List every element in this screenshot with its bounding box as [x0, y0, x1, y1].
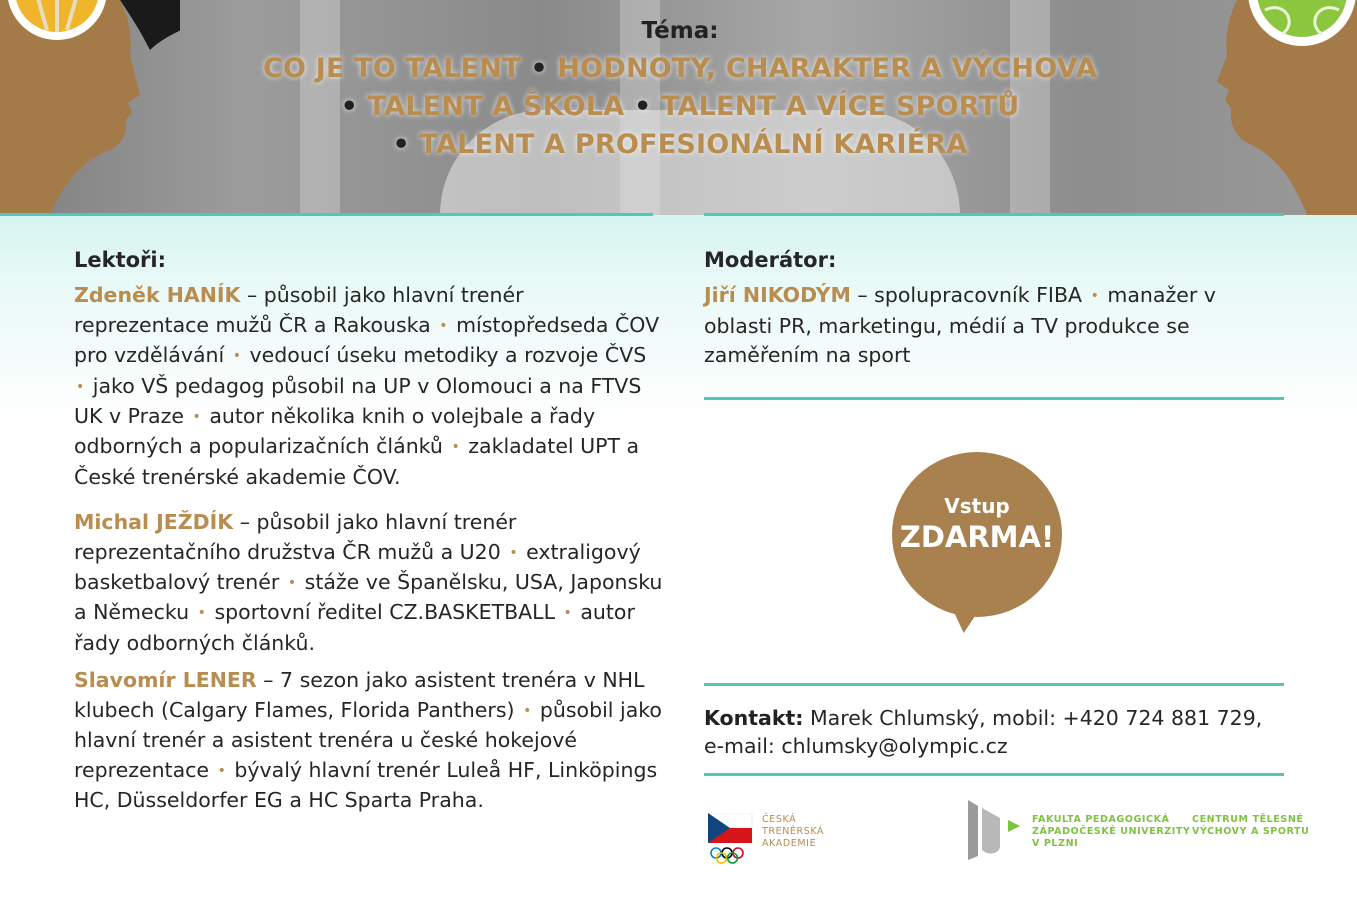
logo-line: FAKULTA PEDAGOGICKÁ — [1032, 814, 1170, 825]
lecturers-column — [74, 246, 664, 831]
lecturer-name: Slavomír LENER — [74, 668, 257, 693]
lecturer-jezdik — [74, 508, 664, 658]
contact-label: Kontakt: — [704, 706, 804, 730]
cta-logo-text — [762, 814, 824, 850]
contact-block — [704, 704, 1284, 760]
bullet: • — [530, 53, 548, 84]
entry-label: Vstup — [944, 494, 1010, 518]
lecturer-name: Michal JEŽDÍK — [74, 510, 234, 535]
lecturer-hanik — [74, 281, 664, 492]
moderator-name: Jiří NIKODÝM — [704, 283, 851, 308]
topic-line-2 — [240, 88, 1120, 126]
topic-item: TALENT A PROFESIONÁLNÍ KARIÉRA — [419, 129, 968, 160]
lecturer-text: extraligový basketbalový trenér — [74, 539, 641, 595]
bullet: • — [287, 575, 297, 592]
lecturers-heading: Lektoři: — [74, 248, 167, 272]
entry-free: ZDARMA! — [899, 520, 1055, 554]
bullet: • — [392, 129, 410, 160]
header-banner — [0, 0, 1357, 215]
bullet: • — [451, 439, 460, 456]
bullet: • — [197, 605, 206, 622]
lecturer-text: autor několika knih o volejbale a řady odborných a popularizačních článků — [74, 404, 596, 459]
bullet: • — [232, 348, 242, 365]
bullet: • — [217, 762, 226, 779]
bullet: • — [76, 378, 85, 395]
logo-line: VÝCHOVY A SPORTU — [1192, 826, 1310, 837]
bullet: • — [633, 91, 652, 122]
bullet: • — [563, 605, 572, 622]
topic-line-3 — [240, 126, 1120, 164]
moderator-text: – spolupracovník FIBA — [857, 283, 1083, 308]
lecturer-text: – působil jako hlavní trenér reprezentace mužů ČR a Rakouska — [74, 283, 524, 337]
divider — [704, 213, 1284, 216]
bullet: • — [1090, 288, 1099, 305]
lecturer-text: bývalý hlavní trenér Luleå HF, Linköpings HC, Düsseldorfer EG a HC Sparta Praha. — [74, 757, 658, 812]
divider — [704, 683, 1284, 686]
czech-flag-icon — [708, 813, 754, 867]
moderator-text: manažer v oblasti PR, marketingu, médií a TV produkce se zaměřením na sport — [704, 283, 1216, 368]
topic-item: CO JE TO TALENT — [262, 53, 521, 84]
moderator-heading: Moderátor: — [704, 248, 837, 272]
moderator-column — [704, 246, 1284, 371]
lecturer-text: autor řady odborných článků. — [74, 600, 635, 655]
lecturer-text: jako VŠ pedagog působil na UP v Olomouci a na FTVS UK v Praze — [74, 373, 642, 429]
bullet: • — [192, 409, 201, 426]
logo-line: AKADEMIE — [762, 838, 817, 849]
topic-item: TALENT A ŠKOLA — [367, 91, 625, 122]
topic-item: HODNOTY, CHARAKTER A VÝCHOVA — [557, 53, 1098, 84]
divider — [0, 213, 653, 216]
topic-item: TALENT A VÍCE SPORTŮ — [661, 91, 1020, 122]
topic-line-1 — [240, 50, 1120, 88]
lecturer-name: Zdeněk HANÍK — [74, 283, 241, 308]
university-logo-icon — [966, 800, 1028, 862]
moderator-info — [704, 281, 1284, 370]
logo-line: CENTRUM TĚLESNÉ — [1192, 814, 1304, 825]
volleyball-icon — [2, 0, 112, 50]
lecturer-text: stáže ve Španělsku, USA, Japonsku a Německu — [74, 570, 663, 625]
lecturer-lener — [74, 666, 664, 815]
logo-line: ČESKÁ — [762, 814, 797, 825]
lecturer-text: – 7 sezon jako asistent trenéra v NHL klubech (Calgary Flames, Florida Panthers) — [74, 668, 645, 722]
ctvs-logo-text — [1192, 814, 1309, 838]
lecturer-text: sportovní ředitel CZ.BASKETBALL — [214, 600, 556, 625]
topic-block — [240, 18, 1120, 164]
tennis-ball-icon — [1247, 0, 1357, 50]
contact-line — [704, 704, 1284, 732]
logo-line: TRENÉRSKÁ — [762, 826, 825, 837]
bullet: • — [509, 544, 518, 561]
divider — [704, 397, 1284, 400]
fpe-logo-text — [1032, 814, 1190, 850]
bubble-tail — [934, 588, 987, 637]
bullet: • — [523, 702, 532, 719]
bullet: • — [439, 317, 448, 334]
lecturer-text: – působil jako hlavní trenér reprezentačního družstva ČR mužů a U20 — [74, 510, 517, 564]
logo-line: V PLZNI — [1032, 838, 1079, 849]
contact-text: Marek Chlumský, mobil: +420 724 881 729, — [810, 706, 1263, 730]
free-entry-bubble — [892, 452, 1062, 617]
lecturer-text: zakladatel UPT a České trenérské akademie ČOV. — [74, 434, 640, 489]
contact-email[interactable]: e-mail: chlumsky@olympic.cz — [704, 734, 1008, 758]
lecturer-text: vedoucí úseku metodiky a rozvoje ČVS — [249, 343, 647, 368]
bullet: • — [340, 91, 359, 122]
lecturer-text: místopředseda ČOV pro vzdělávání — [74, 312, 660, 368]
lecturer-text: působil jako hlavní trenér a asistent trenéra u české hokejové reprezentace — [74, 697, 662, 782]
logo-line: ZÁPADOČESKÉ UNIVERZITY — [1032, 826, 1191, 837]
divider — [704, 773, 1284, 776]
topic-label: Téma: — [641, 18, 719, 44]
